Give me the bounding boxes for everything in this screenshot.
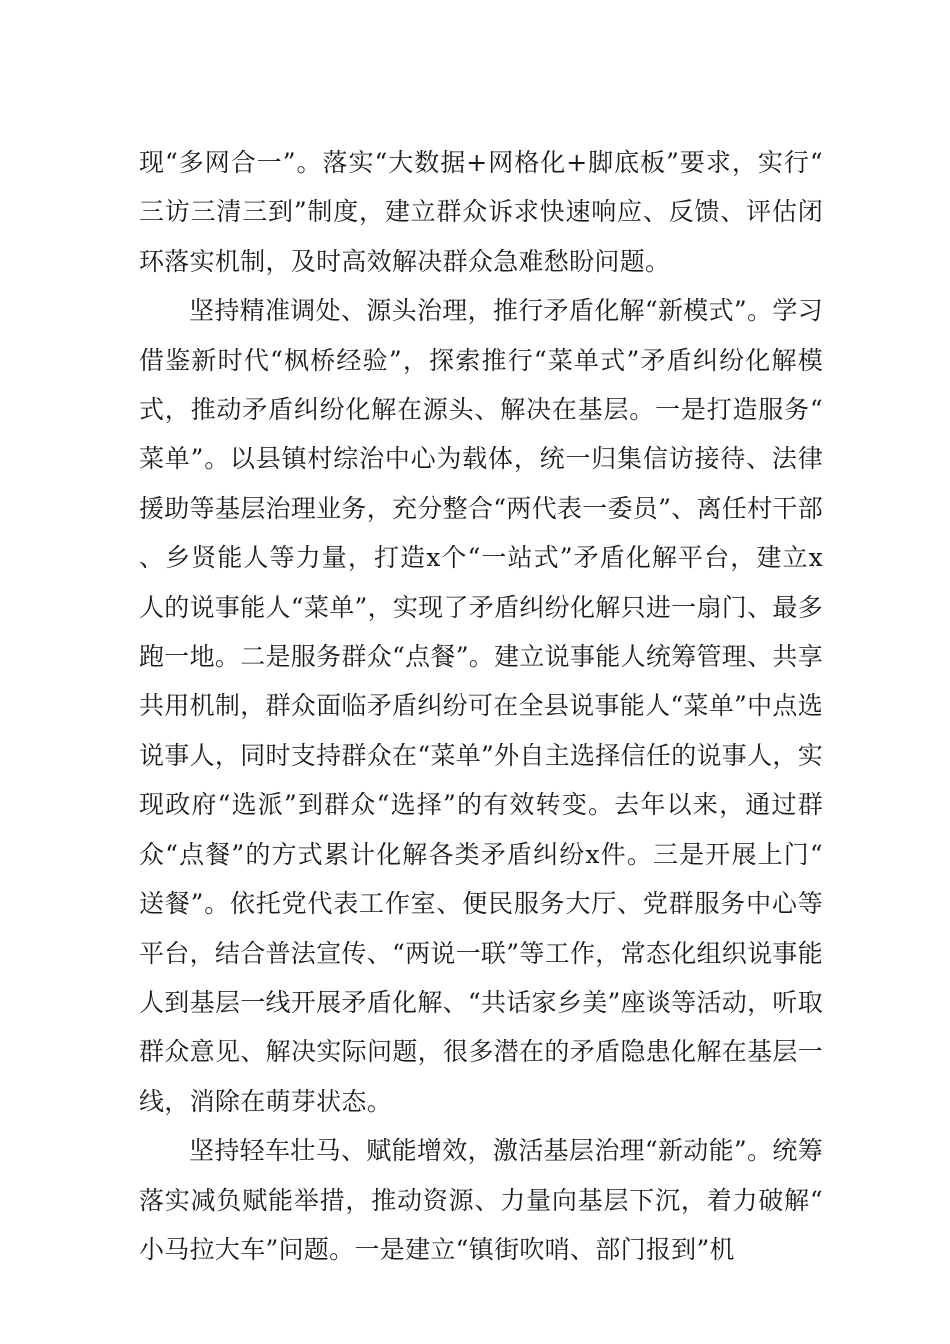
paragraph-conflict-resolution: 坚持精准调处、源头治理，推行矛盾化解“新模式”。学习借鉴新时代“枫桥经验”，探索推行“菜单式”矛盾纠纷化解模式，推动矛盾纠纷化解在源头、解决在基层。一是打造服务“菜单”。以县镇村综治中心为载体，统一归集信访接待、法律援助等基层治理业务，充分整合“两代表一委员”、离任村干部、乡贤能人等力量，打造x个“一站式”矛盾化解平台，建立x人的说事能人“菜单”，实现了矛盾纠纷化解只进一扇门、最多跑一地。二是服务群众“点餐”。建立说事能人统筹管理、共享共用机制，群众面临矛盾纠纷可在全县说事能人“菜单”中点选说事人，同时支持群众在“菜单”外自主选择信任的说事人，实现政府“选派”到群众“选择”的有效转变。去年以来，通过群众“点餐”的方式累计化解各类矛盾纠纷x件。三是开展上门“送餐”。依托党代表工作室、便民服务大厅、党群服务中心等平台，结合普法宣传、“两说一联”等工作，常态化组织说事能人到基层一线开展矛盾化解、“共话家乡美”座谈等活动，听取群众意见、解决实际问题，很多潜在的矛盾隐患化解在基层一线，消除在萌芽状态。 (139, 296, 823, 1116)
body-text (139, 138, 823, 1274)
paragraph-empowerment: 坚持轻车壮马、赋能增效，激活基层治理“新动能”。统筹落实减负赋能举措，推动资源、力量向基层下沉，着力破解“小马拉大车”问题。一是建立“镇街吹哨、部门报到”机 (139, 1136, 823, 1264)
paragraph-continuation: 现“多网合一”。落实“大数据+网格化+脚底板”要求，实行“三访三清三到”制度，建立群众诉求快速响应、反馈、评估闭环落实机制，及时高效解决群众急难愁盼问题。 (139, 148, 823, 276)
